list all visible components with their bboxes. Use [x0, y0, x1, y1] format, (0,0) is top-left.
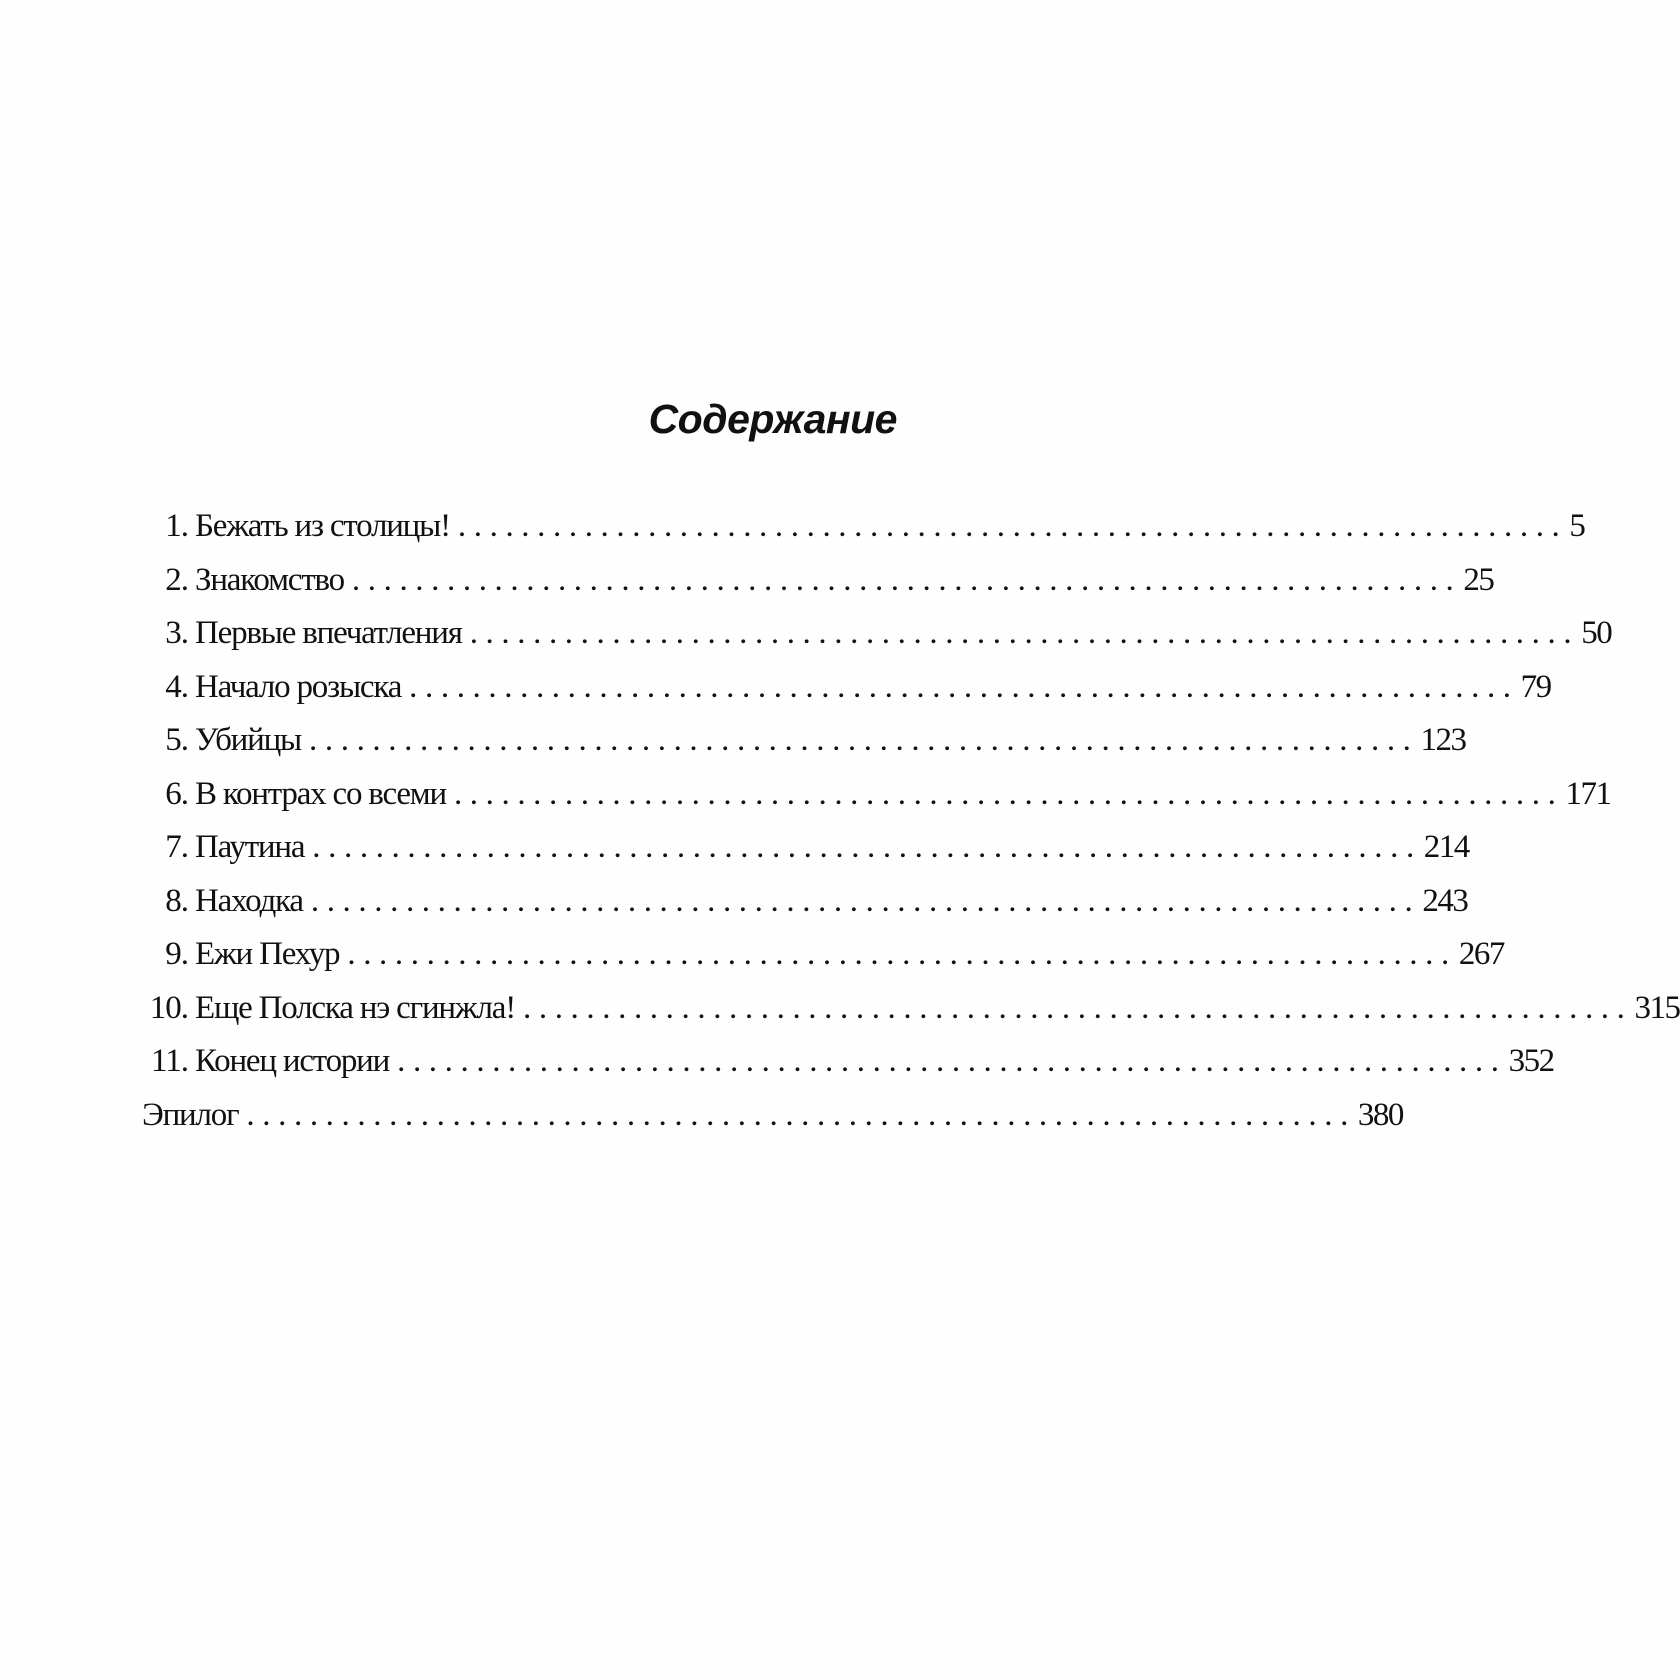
toc-entry — [142, 561, 1494, 616]
page-number: 171 — [1565, 775, 1611, 812]
chapter-number: 11. — [150, 1043, 188, 1079]
chapter-title: Паутина — [195, 829, 305, 865]
toc-entry — [142, 668, 1551, 723]
dot-leader: ...................................................................... — [397, 1043, 1507, 1079]
page-number: 50 — [1581, 615, 1612, 651]
page-number: 380 — [1357, 1096, 1403, 1133]
chapter-number: 2. — [165, 561, 188, 598]
page-number: 79 — [1520, 668, 1551, 705]
chapter-number: 4. — [165, 668, 188, 705]
chapter-number: 5. — [165, 722, 188, 758]
page-number: 315 — [1634, 989, 1680, 1026]
chapter-number: 7. — [165, 829, 188, 865]
dot-leader: ...................................................................... — [347, 936, 1457, 972]
page-number: 267 — [1458, 936, 1504, 972]
page-number: 214 — [1423, 829, 1469, 865]
chapter-title: Еще Полска нэ сгинжла! — [195, 989, 515, 1026]
chapter-number: 9. — [165, 936, 188, 972]
page-number: 123 — [1420, 722, 1466, 758]
chapter-number: 10. — [149, 989, 188, 1026]
dot-leader: ...................................................................... — [246, 1096, 1356, 1133]
dot-leader: ...................................................................... — [351, 561, 1462, 598]
page-number: 352 — [1508, 1043, 1554, 1079]
toc-entry — [142, 508, 1585, 562]
toc-entry — [142, 882, 1468, 937]
toc-entry — [142, 1043, 1554, 1097]
chapter-title: Эпилог — [142, 1096, 239, 1133]
chapter-title: Бежать из столицы! — [195, 508, 450, 544]
dot-leader: ...................................................................... — [469, 615, 1580, 651]
dot-leader: ...................................................................... — [457, 508, 1568, 544]
dot-leader: ...................................................................... — [523, 989, 1633, 1026]
chapter-title: Ежи Пехур — [195, 936, 340, 972]
table-of-contents — [142, 508, 1680, 1150]
chapter-number: 1. — [165, 508, 188, 544]
chapter-title: Находка — [195, 882, 303, 919]
page-number: 243 — [1422, 882, 1468, 919]
toc-entry — [142, 829, 1469, 883]
dot-leader: ...................................................................... — [453, 775, 1564, 812]
chapter-title: Первые впечатления — [195, 615, 462, 651]
dot-leader: ...................................................................... — [309, 722, 1419, 758]
chapter-title: Начало розыска — [195, 668, 402, 705]
toc-entry — [142, 989, 1680, 1044]
page-number: 5 — [1569, 508, 1585, 544]
chapter-number: 6. — [165, 775, 188, 812]
chapter-title: В контрах со всеми — [195, 775, 446, 812]
chapter-title: Конец истории — [195, 1043, 390, 1079]
chapter-number: 8. — [165, 882, 188, 919]
page-title: Содержание — [648, 396, 897, 442]
page-number: 25 — [1463, 561, 1494, 598]
dot-leader: ...................................................................... — [312, 829, 1422, 865]
chapter-number: 3. — [165, 615, 188, 651]
dot-leader: ...................................................................... — [310, 882, 1421, 919]
toc-entry — [142, 775, 1611, 830]
toc-entry — [142, 1096, 1403, 1151]
toc-entry — [142, 936, 1504, 990]
chapter-title: Знакомство — [195, 561, 344, 598]
toc-entry — [142, 615, 1612, 669]
chapter-title: Убийцы — [195, 722, 302, 758]
toc-entry — [142, 722, 1466, 776]
dot-leader: ...................................................................... — [409, 668, 1519, 705]
